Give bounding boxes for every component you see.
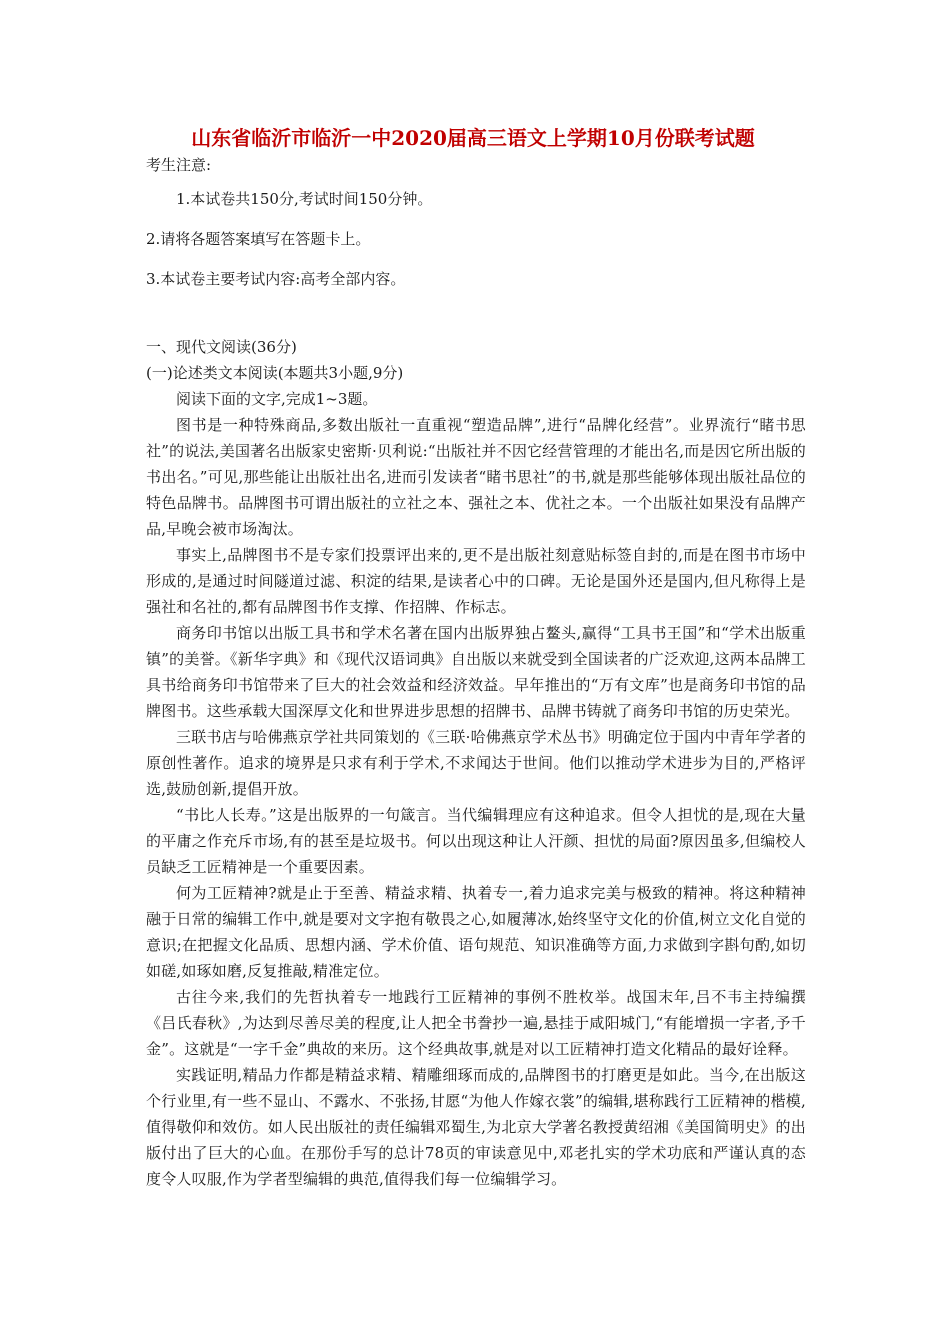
subsection-heading: (一)论述类文本阅读(本题共3小题,9分)	[146, 364, 404, 382]
notice-item-3: 3.本试卷主要考试内容:高考全部内容。	[146, 270, 406, 288]
paragraph: 何为工匠精神?就是止于至善、精益求精、执着专一,着力追求完美与极致的精神。将这种精神融于日常的编辑工作中,就是要对文字抱有敬畏之心,如履薄冰,始终坚守文化的价值,树立文化自觉的意识;在把握文化品质、思想内涵、学术价值、语句规范、知识准确等方面,力求做到字斟句酌,如切如磋,如琢如磨,反复推敲,精准定位。	[146, 884, 806, 980]
document-page	[146, 124, 806, 1192]
document-title: 山东省临沂市临沂一中2020届高三语文上学期10月份联考试题	[191, 126, 755, 150]
paragraph: 古往今来,我们的先哲执着专一地践行工匠精神的事例不胜枚举。战国末年,吕不韦主持编撰《吕氏春秋》,为达到尽善尽美的程度,让人把全书誊抄一遍,悬挂于咸阳城门,“有能增损一字者,予千金”。这就是“一字千金”典故的来历。这个经典故事,就是对以工匠精神打造文化精品的最好诠释。	[146, 988, 806, 1058]
paragraph: 三联书店与哈佛燕京学社共同策划的《三联·哈佛燕京学术丛书》明确定位于国内中青年学者的原创性著作。追求的境界是只求有利于学术,不求闻达于世间。他们以推动学术进步为目的,严格评选,鼓励创新,提倡开放。	[146, 728, 806, 798]
notice-label: 考生注意:	[146, 156, 212, 174]
paragraph: “书比人长寿。”这是出版界的一句箴言。当代编辑理应有这种追求。但令人担忧的是,现在大量的平庸之作充斥市场,有的甚至是垃圾书。何以出现这种让人汗颜、担忧的局面?原因虽多,但编校人员缺乏工匠精神是一个重要因素。	[146, 806, 806, 876]
paragraph: 商务印书馆以出版工具书和学术名著在国内出版界独占鳌头,赢得“工具书王国”和“学术出版重镇”的美誉。《新华字典》和《现代汉语词典》自出版以来就受到全国读者的广泛欢迎,这两本品牌工具书给商务印书馆带来了巨大的社会效益和经济效益。早年推出的“万有文库”也是商务印书馆的品牌图书。这些承载大国深厚文化和世界进步思想的招牌书、品牌书铸就了商务印书馆的历史荣光。	[146, 624, 806, 720]
paragraph: 图书是一种特殊商品,多数出版社一直重视“塑造品牌”,进行“品牌化经营”。业界流行“睹书思社”的说法,美国著名出版家史密斯·贝利说:“出版社并不因它经营管理的才能出名,而是因它所出版的书出名。”可见,那些能让出版社出名,进而引发读者“睹书思社”的书,就是那些能够体现出版社品位的特色品牌书。品牌图书可谓出版社的立社之本、强社之本、优社之本。一个出版社如果没有品牌产品,早晚会被市场淘汰。	[146, 416, 806, 538]
paragraph: 实践证明,精品力作都是精益求精、精雕细琢而成的,品牌图书的打磨更是如此。当今,在出版这个行业里,有一些不显山、不露水、不张扬,甘愿“为他人作嫁衣裳”的编辑,堪称践行工匠精神的楷模,值得敬仰和效仿。如人民出版社的责任编辑邓蜀生,为北京大学著名教授黄绍湘《美国简明史》的出版付出了巨大的心血。在那份手写的总计78页的审读意见中,邓老扎实的学术功底和严谨认真的态度令人叹服,作为学者型编辑的典范,值得我们每一位编辑学习。	[146, 1066, 806, 1188]
paragraph: 事实上,品牌图书不是专家们投票评出来的,更不是出版社刻意贴标签自封的,而是在图书市场中形成的,是通过时间隧道过滤、积淀的结果,是读者心中的口碑。无论是国外还是国内,但凡称得上是强社和名社的,都有品牌图书作支撑、作招牌、作标志。	[146, 546, 806, 616]
notice-item-2: 2.请将各题答案填写在答题卡上。	[146, 230, 371, 248]
reading-instruction: 阅读下面的文字,完成1~3题。	[176, 390, 378, 408]
notice-item-1: 1.本试卷共150分,考试时间150分钟。	[176, 190, 433, 208]
section-heading: 一、现代文阅读(36分)	[146, 338, 297, 356]
